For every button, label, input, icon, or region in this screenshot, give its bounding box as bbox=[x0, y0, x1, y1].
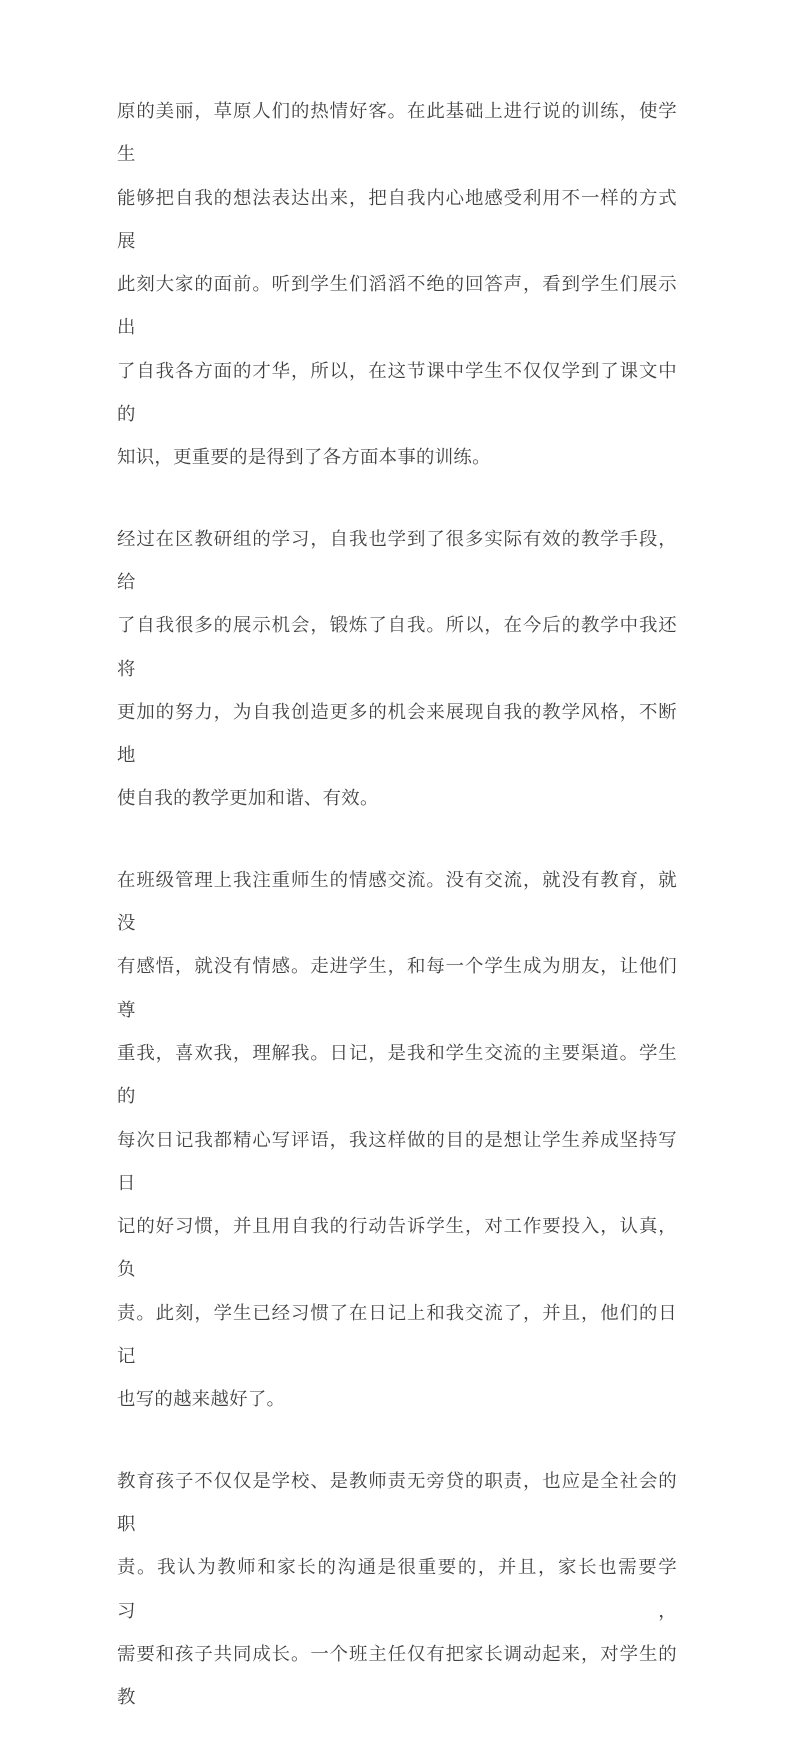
text-line: 在班级管理上我注重师生的情感交流。没有交流，就没有教育，就没 bbox=[117, 869, 677, 934]
paragraph bbox=[117, 90, 677, 480]
text-line: 原的美丽，草原人们的热情好客。在此基础上进行说的训练，使学生 bbox=[117, 101, 677, 165]
text-line: 责。我认为教师和家长的沟通是很重要的，并且，家长也需要学习， bbox=[117, 1557, 677, 1621]
text-line: 更加的努力，为自我创造更多的机会来展现自我的教学风格，不断地 bbox=[117, 701, 677, 766]
document-body bbox=[117, 90, 677, 1757]
text-line: 记的好习惯，并且用自我的行动告诉学生，对工作要投入，认真，负 bbox=[117, 1216, 677, 1280]
text-line: 使自我的教学更加和谐、有效。 bbox=[117, 788, 379, 809]
paragraph bbox=[117, 518, 677, 821]
text-line: 责。此刻，学生已经习惯了在日记上和我交流了，并且，他们的日记 bbox=[117, 1302, 677, 1367]
text-line: 有感悟，就没有情感。走进学生，和每一个学生成为朋友，让他们尊 bbox=[117, 956, 677, 1020]
text-line: 此刻大家的面前。听到学生们滔滔不绝的回答声，看到学生们展示出 bbox=[117, 274, 677, 338]
text-line: 经过在区教研组的学习，自我也学到了很多实际有效的教学手段，给 bbox=[117, 528, 677, 592]
text-line: 了自我很多的展示机会，锻炼了自我。所以，在今后的教学中我还将 bbox=[117, 615, 677, 679]
text-line: 了自我各方面的才华，所以，在这节课中学生不仅仅学到了课文中的 bbox=[117, 360, 677, 425]
text-line: 需要和孩子共同成长。一个班主任仅有把家长调动起来，对学生的教 bbox=[117, 1643, 677, 1708]
text-line: 能够把自我的想法表达出来，把自我内心地感受利用不一样的方式展 bbox=[117, 187, 677, 251]
paragraph bbox=[117, 859, 677, 1422]
text-line: 知识，更重要的是得到了各方面本事的训练。 bbox=[117, 447, 491, 468]
text-line: 也写的越来越好了。 bbox=[117, 1389, 286, 1410]
text-line: 教育孩子不仅仅是学校、是教师责无旁贷的职责，也应是全社会的职 bbox=[117, 1470, 677, 1534]
text-line: 每次日记我都精心写评语，我这样做的目的是想让学生养成坚持写日 bbox=[117, 1129, 677, 1193]
text-line: 重我，喜欢我，理解我。日记，是我和学生交流的主要渠道。学生的 bbox=[117, 1042, 677, 1107]
paragraph bbox=[117, 1460, 677, 1720]
